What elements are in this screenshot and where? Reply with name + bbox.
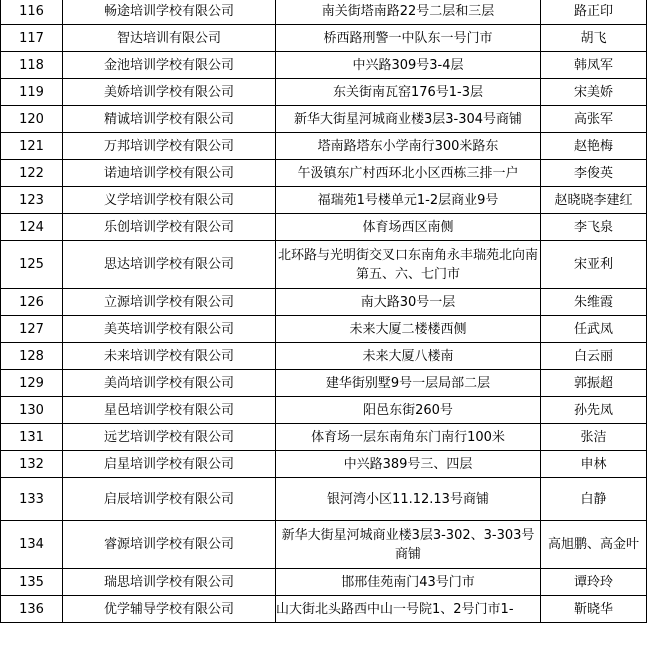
address-cell: 南关街塔南路22号二层和三层 xyxy=(276,0,541,25)
person-cell: 高张军 xyxy=(541,106,647,133)
school-name-cell: 瑞思培训学校有限公司 xyxy=(63,569,276,596)
table-row xyxy=(1,397,647,424)
person-cell: 赵晓晓李建红 xyxy=(541,187,647,214)
row-number-cell: 128 xyxy=(1,343,63,370)
row-number-cell: 121 xyxy=(1,133,63,160)
person-cell: 任武凤 xyxy=(541,316,647,343)
table-row xyxy=(1,370,647,397)
address-cell: 塔南路塔东小学南行300米路东 xyxy=(276,133,541,160)
row-number-cell: 127 xyxy=(1,316,63,343)
person-cell: 靳晓华 xyxy=(541,596,647,623)
row-number-cell: 117 xyxy=(1,25,63,52)
row-number-cell: 131 xyxy=(1,424,63,451)
address-cell: 南大路30号一层 xyxy=(276,289,541,316)
row-number-cell: 132 xyxy=(1,451,63,478)
school-name-cell: 美娇培训学校有限公司 xyxy=(63,79,276,106)
school-name-cell: 未来培训学校有限公司 xyxy=(63,343,276,370)
row-number-cell: 134 xyxy=(1,521,63,569)
address-cell: 中兴路389号三、四层 xyxy=(276,451,541,478)
table-row xyxy=(1,596,647,623)
address-cell: 东关街南瓦窑176号1-3层 xyxy=(276,79,541,106)
person-cell: 张洁 xyxy=(541,424,647,451)
person-cell: 谭玲玲 xyxy=(541,569,647,596)
table-row xyxy=(1,160,647,187)
table-row xyxy=(1,0,647,25)
person-cell: 白云丽 xyxy=(541,343,647,370)
address-cell: 桥西路刑警一中队东一号门市 xyxy=(276,25,541,52)
school-name-cell: 诺迪培训学校有限公司 xyxy=(63,160,276,187)
person-cell: 路正印 xyxy=(541,0,647,25)
table-row xyxy=(1,424,647,451)
person-cell: 高旭鹏、高金叶 xyxy=(541,521,647,569)
address-cell: 银河湾小区11.12.13号商铺 xyxy=(276,478,541,521)
person-cell: 宋美娇 xyxy=(541,79,647,106)
school-name-cell: 智达培训有限公司 xyxy=(63,25,276,52)
table-row xyxy=(1,214,647,241)
row-number-cell: 136 xyxy=(1,596,63,623)
row-number-cell: 129 xyxy=(1,370,63,397)
row-number-cell: 123 xyxy=(1,187,63,214)
address-cell: 建华街别墅9号一层局部二层 xyxy=(276,370,541,397)
row-number-cell: 130 xyxy=(1,397,63,424)
address-cell: 福瑞苑1号楼单元1-2层商业9号 xyxy=(276,187,541,214)
row-number-cell: 118 xyxy=(1,52,63,79)
school-name-cell: 立源培训学校有限公司 xyxy=(63,289,276,316)
school-name-cell: 启辰培训学校有限公司 xyxy=(63,478,276,521)
school-name-cell: 优学辅导学校有限公司 xyxy=(63,596,276,623)
school-name-cell: 美英培训学校有限公司 xyxy=(63,316,276,343)
row-number-cell: 122 xyxy=(1,160,63,187)
row-number-cell: 133 xyxy=(1,478,63,521)
person-cell: 宋亚利 xyxy=(541,241,647,289)
school-name-cell: 义学培训学校有限公司 xyxy=(63,187,276,214)
school-name-cell: 金池培训学校有限公司 xyxy=(63,52,276,79)
school-name-cell: 星邑培训学校有限公司 xyxy=(63,397,276,424)
address-cell: 阳邑东街260号 xyxy=(276,397,541,424)
table-row xyxy=(1,569,647,596)
person-cell: 朱维霞 xyxy=(541,289,647,316)
school-name-cell: 美尚培训学校有限公司 xyxy=(63,370,276,397)
table-row xyxy=(1,106,647,133)
row-number-cell: 135 xyxy=(1,569,63,596)
person-cell: 李俊英 xyxy=(541,160,647,187)
school-name-cell: 乐创培训学校有限公司 xyxy=(63,214,276,241)
table-row xyxy=(1,25,647,52)
school-name-cell: 万邦培训学校有限公司 xyxy=(63,133,276,160)
table-row xyxy=(1,133,647,160)
person-cell: 李飞泉 xyxy=(541,214,647,241)
address-cell: 中兴路309号3-4层 xyxy=(276,52,541,79)
table-row xyxy=(1,316,647,343)
address-cell: 新华大街星河城商业楼3层3-302、3-303号商铺 xyxy=(276,521,541,569)
school-name-cell: 睿源培训学校有限公司 xyxy=(63,521,276,569)
address-cell: 体育场西区南侧 xyxy=(276,214,541,241)
row-number-cell: 116 xyxy=(1,0,63,25)
school-name-cell: 远艺培训学校有限公司 xyxy=(63,424,276,451)
table-row xyxy=(1,343,647,370)
school-name-cell: 思达培训学校有限公司 xyxy=(63,241,276,289)
row-number-cell: 124 xyxy=(1,214,63,241)
school-name-cell: 精诚培训学校有限公司 xyxy=(63,106,276,133)
table-row xyxy=(1,187,647,214)
row-number-cell: 126 xyxy=(1,289,63,316)
table-row xyxy=(1,241,647,289)
table-row xyxy=(1,521,647,569)
row-number-cell: 125 xyxy=(1,241,63,289)
address-cell: 新华大街星河城商业楼3层3-304号商铺 xyxy=(276,106,541,133)
person-cell: 胡飞 xyxy=(541,25,647,52)
school-name-cell: 畅途培训学校有限公司 xyxy=(63,0,276,25)
address-cell: 午汲镇东广村西环北小区西栋三排一户 xyxy=(276,160,541,187)
table-row xyxy=(1,79,647,106)
person-cell: 申林 xyxy=(541,451,647,478)
address-cell: 北环路与光明街交叉口东南角永丰瑞苑北向南第五、六、七门市 xyxy=(276,241,541,289)
address-cell: 山大街北头路西中山一号院1、2号门市1- xyxy=(276,596,541,623)
person-cell: 赵艳梅 xyxy=(541,133,647,160)
address-cell: 未来大厦二楼楼西侧 xyxy=(276,316,541,343)
address-cell: 未来大厦八楼南 xyxy=(276,343,541,370)
person-cell: 郭振超 xyxy=(541,370,647,397)
person-cell: 韩凤军 xyxy=(541,52,647,79)
address-cell: 体育场一层东南角东门南行100米 xyxy=(276,424,541,451)
table-row xyxy=(1,289,647,316)
address-cell: 邯邢佳苑南门43号门市 xyxy=(276,569,541,596)
table-row xyxy=(1,478,647,521)
school-name-cell: 启星培训学校有限公司 xyxy=(63,451,276,478)
person-cell: 白静 xyxy=(541,478,647,521)
row-number-cell: 120 xyxy=(1,106,63,133)
row-number-cell: 119 xyxy=(1,79,63,106)
table-row xyxy=(1,52,647,79)
table-row xyxy=(1,451,647,478)
person-cell: 孙先凤 xyxy=(541,397,647,424)
